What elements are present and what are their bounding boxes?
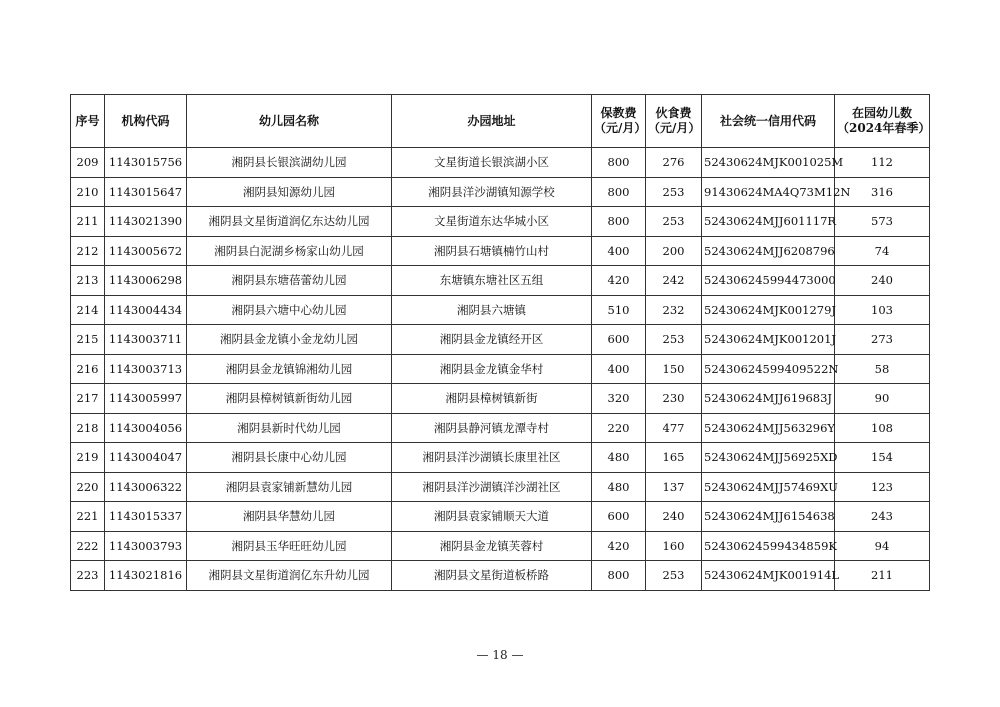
cell-enroll: 240 bbox=[835, 266, 930, 296]
cell-credit: 91430624MA4Q73M12N bbox=[702, 177, 835, 207]
cell-meal: 240 bbox=[646, 502, 702, 532]
cell-meal: 253 bbox=[646, 325, 702, 355]
cell-name: 湘阴县华慧幼儿园 bbox=[187, 502, 392, 532]
table-row bbox=[71, 207, 930, 237]
cell-tuition: 600 bbox=[592, 502, 646, 532]
cell-meal: 276 bbox=[646, 148, 702, 178]
header-code: 机构代码 bbox=[105, 95, 187, 148]
cell-credit: 52430624MJJ56925XD bbox=[702, 443, 835, 473]
cell-seq: 216 bbox=[71, 354, 105, 384]
cell-seq: 214 bbox=[71, 295, 105, 325]
cell-name: 湘阴县金龙镇小金龙幼儿园 bbox=[187, 325, 392, 355]
cell-seq: 218 bbox=[71, 413, 105, 443]
table-header-row bbox=[71, 95, 930, 148]
cell-code: 1143021390 bbox=[105, 207, 187, 237]
cell-seq: 222 bbox=[71, 531, 105, 561]
table-row bbox=[71, 148, 930, 178]
cell-meal: 160 bbox=[646, 531, 702, 561]
cell-code: 1143015337 bbox=[105, 502, 187, 532]
table-row bbox=[71, 443, 930, 473]
cell-credit: 52430624599409522N bbox=[702, 354, 835, 384]
cell-meal: 242 bbox=[646, 266, 702, 296]
cell-name: 湘阴县长康中心幼儿园 bbox=[187, 443, 392, 473]
cell-code: 1143015756 bbox=[105, 148, 187, 178]
cell-seq: 215 bbox=[71, 325, 105, 355]
header-tuition: 保教费（元/月） bbox=[592, 95, 646, 148]
cell-meal: 150 bbox=[646, 354, 702, 384]
cell-code: 1143005672 bbox=[105, 236, 187, 266]
cell-code: 1143005997 bbox=[105, 384, 187, 414]
cell-tuition: 420 bbox=[592, 531, 646, 561]
cell-seq: 210 bbox=[71, 177, 105, 207]
cell-address: 文星街道东达华城小区 bbox=[392, 207, 592, 237]
header-meal: 伙食费（元/月） bbox=[646, 95, 702, 148]
cell-name: 湘阴县文星街道润亿东升幼儿园 bbox=[187, 561, 392, 591]
cell-code: 1143006298 bbox=[105, 266, 187, 296]
table-row bbox=[71, 561, 930, 591]
cell-enroll: 211 bbox=[835, 561, 930, 591]
cell-tuition: 480 bbox=[592, 443, 646, 473]
cell-credit: 52430624MJJ601117R bbox=[702, 207, 835, 237]
cell-address: 湘阴县六塘镇 bbox=[392, 295, 592, 325]
cell-code: 1143004047 bbox=[105, 443, 187, 473]
cell-enroll: 108 bbox=[835, 413, 930, 443]
table-row bbox=[71, 354, 930, 384]
cell-address: 湘阴县静河镇龙潭寺村 bbox=[392, 413, 592, 443]
table-row bbox=[71, 236, 930, 266]
table-row bbox=[71, 177, 930, 207]
cell-credit: 52430624MJJ57469XU bbox=[702, 472, 835, 502]
cell-enroll: 273 bbox=[835, 325, 930, 355]
kindergarten-table bbox=[70, 94, 930, 591]
cell-seq: 211 bbox=[71, 207, 105, 237]
table-row bbox=[71, 295, 930, 325]
cell-tuition: 420 bbox=[592, 266, 646, 296]
cell-address: 湘阴县洋沙湖镇长康里社区 bbox=[392, 443, 592, 473]
cell-tuition: 800 bbox=[592, 177, 646, 207]
table-row bbox=[71, 325, 930, 355]
cell-meal: 230 bbox=[646, 384, 702, 414]
cell-tuition: 220 bbox=[592, 413, 646, 443]
table-row bbox=[71, 502, 930, 532]
page-number: — 18 — bbox=[476, 648, 524, 662]
cell-tuition: 320 bbox=[592, 384, 646, 414]
cell-tuition: 800 bbox=[592, 148, 646, 178]
cell-credit: 52430624MJJ6154638 bbox=[702, 502, 835, 532]
cell-enroll: 123 bbox=[835, 472, 930, 502]
cell-enroll: 316 bbox=[835, 177, 930, 207]
cell-address: 湘阴县金龙镇芙蓉村 bbox=[392, 531, 592, 561]
cell-address: 湘阴县樟树镇新街 bbox=[392, 384, 592, 414]
cell-enroll: 103 bbox=[835, 295, 930, 325]
cell-meal: 137 bbox=[646, 472, 702, 502]
cell-credit: 52430624MJK001025M bbox=[702, 148, 835, 178]
cell-meal: 477 bbox=[646, 413, 702, 443]
cell-enroll: 112 bbox=[835, 148, 930, 178]
cell-address: 湘阴县洋沙湖镇知源学校 bbox=[392, 177, 592, 207]
cell-credit: 52430624MJJ563296Y bbox=[702, 413, 835, 443]
table-row bbox=[71, 413, 930, 443]
cell-seq: 220 bbox=[71, 472, 105, 502]
cell-code: 1143004056 bbox=[105, 413, 187, 443]
cell-seq: 219 bbox=[71, 443, 105, 473]
cell-name: 湘阴县知源幼儿园 bbox=[187, 177, 392, 207]
header-seq: 序号 bbox=[71, 95, 105, 148]
cell-meal: 253 bbox=[646, 177, 702, 207]
cell-address: 湘阴县金龙镇金华村 bbox=[392, 354, 592, 384]
cell-credit: 52430624MJK001201J bbox=[702, 325, 835, 355]
cell-enroll: 94 bbox=[835, 531, 930, 561]
cell-enroll: 74 bbox=[835, 236, 930, 266]
cell-address: 湘阴县洋沙湖镇洋沙湖社区 bbox=[392, 472, 592, 502]
cell-address: 湘阴县袁家铺顺天大道 bbox=[392, 502, 592, 532]
cell-address: 湘阴县文星街道板桥路 bbox=[392, 561, 592, 591]
cell-code: 1143021816 bbox=[105, 561, 187, 591]
cell-enroll: 90 bbox=[835, 384, 930, 414]
table-row bbox=[71, 472, 930, 502]
table-row bbox=[71, 384, 930, 414]
cell-code: 1143003793 bbox=[105, 531, 187, 561]
cell-seq: 212 bbox=[71, 236, 105, 266]
cell-address: 东塘镇东塘社区五组 bbox=[392, 266, 592, 296]
cell-name: 湘阴县玉华旺旺幼儿园 bbox=[187, 531, 392, 561]
cell-address: 湘阴县石塘镇楠竹山村 bbox=[392, 236, 592, 266]
cell-tuition: 800 bbox=[592, 561, 646, 591]
cell-seq: 217 bbox=[71, 384, 105, 414]
table-row bbox=[71, 531, 930, 561]
cell-credit: 524306245994473000 bbox=[702, 266, 835, 296]
header-enroll: 在园幼儿数（2024年春季） bbox=[835, 95, 930, 148]
cell-name: 湘阴县新时代幼儿园 bbox=[187, 413, 392, 443]
cell-name: 湘阴县文星街道润亿东达幼儿园 bbox=[187, 207, 392, 237]
cell-tuition: 480 bbox=[592, 472, 646, 502]
cell-enroll: 243 bbox=[835, 502, 930, 532]
cell-enroll: 573 bbox=[835, 207, 930, 237]
cell-credit: 52430624599434859K bbox=[702, 531, 835, 561]
table-body bbox=[71, 148, 930, 591]
cell-name: 湘阴县白泥湖乡杨家山幼儿园 bbox=[187, 236, 392, 266]
cell-seq: 213 bbox=[71, 266, 105, 296]
cell-tuition: 510 bbox=[592, 295, 646, 325]
cell-name: 湘阴县东塘蓓蕾幼儿园 bbox=[187, 266, 392, 296]
cell-meal: 165 bbox=[646, 443, 702, 473]
cell-name: 湘阴县金龙镇锦湘幼儿园 bbox=[187, 354, 392, 384]
cell-code: 1143003711 bbox=[105, 325, 187, 355]
cell-name: 湘阴县长银滨湖幼儿园 bbox=[187, 148, 392, 178]
cell-code: 1143015647 bbox=[105, 177, 187, 207]
cell-seq: 209 bbox=[71, 148, 105, 178]
header-credit: 社会统一信用代码 bbox=[702, 95, 835, 148]
cell-name: 湘阴县樟树镇新街幼儿园 bbox=[187, 384, 392, 414]
cell-tuition: 800 bbox=[592, 207, 646, 237]
cell-tuition: 600 bbox=[592, 325, 646, 355]
cell-name: 湘阴县袁家铺新慧幼儿园 bbox=[187, 472, 392, 502]
cell-tuition: 400 bbox=[592, 354, 646, 384]
cell-meal: 232 bbox=[646, 295, 702, 325]
cell-code: 1143006322 bbox=[105, 472, 187, 502]
cell-code: 1143004434 bbox=[105, 295, 187, 325]
cell-code: 1143003713 bbox=[105, 354, 187, 384]
cell-credit: 52430624MJK001914L bbox=[702, 561, 835, 591]
cell-address: 湘阴县金龙镇经开区 bbox=[392, 325, 592, 355]
cell-meal: 253 bbox=[646, 207, 702, 237]
cell-tuition: 400 bbox=[592, 236, 646, 266]
cell-credit: 52430624MJJ619683J bbox=[702, 384, 835, 414]
cell-name: 湘阴县六塘中心幼儿园 bbox=[187, 295, 392, 325]
cell-seq: 221 bbox=[71, 502, 105, 532]
cell-credit: 52430624MJJ6208796 bbox=[702, 236, 835, 266]
header-name: 幼儿园名称 bbox=[187, 95, 392, 148]
cell-meal: 200 bbox=[646, 236, 702, 266]
cell-credit: 52430624MJK001279J bbox=[702, 295, 835, 325]
cell-address: 文星街道长银滨湖小区 bbox=[392, 148, 592, 178]
cell-seq: 223 bbox=[71, 561, 105, 591]
table-row bbox=[71, 266, 930, 296]
cell-enroll: 58 bbox=[835, 354, 930, 384]
cell-meal: 253 bbox=[646, 561, 702, 591]
header-address: 办园地址 bbox=[392, 95, 592, 148]
cell-enroll: 154 bbox=[835, 443, 930, 473]
